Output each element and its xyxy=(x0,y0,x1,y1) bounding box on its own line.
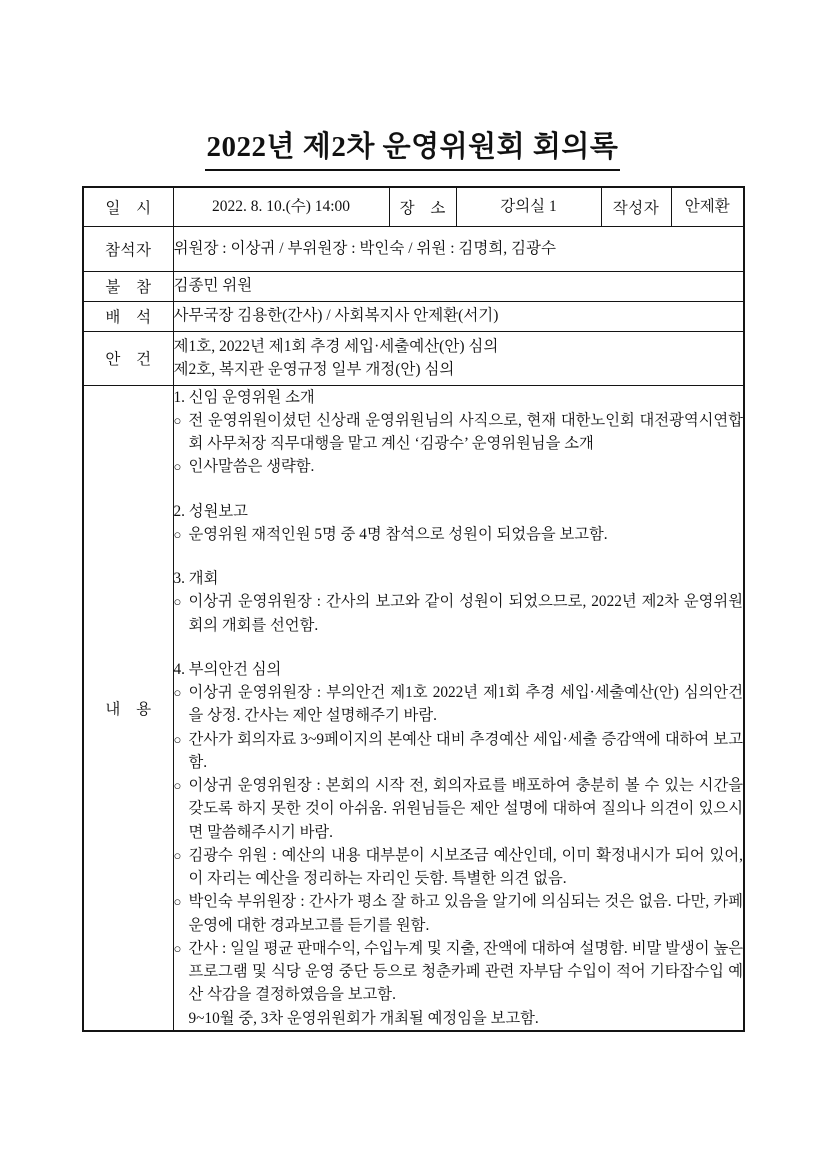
date-label: 일 시 xyxy=(83,187,173,226)
writer-label: 작성자 xyxy=(601,187,671,226)
table-row-observers xyxy=(83,301,744,331)
absent-label: 불 참 xyxy=(83,271,173,301)
table-row-agenda xyxy=(83,331,744,385)
section-spacer xyxy=(174,479,744,500)
table-row-content xyxy=(83,385,744,1031)
content-value xyxy=(173,385,744,1031)
page-title xyxy=(0,132,825,171)
section-spacer xyxy=(174,637,744,658)
date-value: 2022. 8. 10.(수) 14:00 xyxy=(173,187,389,226)
place-label: 장 소 xyxy=(389,187,456,226)
section-bullet: ○ 이상귀 운영위원장 : 간사의 보고와 같이 성원이 되었으므로, 2022년 제2차 운영위원회의 개회를 선언함. xyxy=(174,590,744,637)
section-spacer xyxy=(174,546,744,567)
table-row-attendees xyxy=(83,226,744,271)
content-label: 내 용 xyxy=(83,385,173,1031)
attendees-value: 위원장 : 이상귀 / 부위원장 : 박인숙 / 위원 : 김명희, 김광수 xyxy=(173,226,744,271)
section-bullet: ○ 김광수 위원 : 예산의 내용 대부분이 시보조금 예산인데, 이미 확정내시가 되어 있어, 이 자리는 예산을 정리하는 자리인 듯함. 특별한 의견 없음. xyxy=(174,844,744,891)
agenda-label: 안 건 xyxy=(83,331,173,385)
observers-label: 배 석 xyxy=(83,301,173,331)
place-value: 강의실 1 xyxy=(456,187,601,226)
section-bullet: ○ 인사말씀은 생략함. xyxy=(174,455,744,478)
section-heading: 4. 부의안건 심의 xyxy=(173,660,282,678)
section-heading: 3. 개회 xyxy=(173,570,219,587)
section-bullet: ○ 운영위원 재적인원 5명 중 4명 참석으로 성원이 되었음을 보고함. xyxy=(174,523,744,546)
agenda-value xyxy=(173,331,744,385)
table-row-datetime xyxy=(83,187,744,226)
agenda-item: 제1호, 2022년 제1회 추경 세입·세출예산(안) 심의 xyxy=(173,337,499,355)
observers-value: 사무국장 김용한(간사) / 사회복지사 안제환(서기) xyxy=(173,301,744,331)
section-bullet: ○ 박인숙 부위원장 : 간사가 평소 잘 하고 있음을 알기에 의심되는 것은 없음. 다만, 카페운영에 대한 경과보고를 듣기를 원함. xyxy=(174,890,744,937)
section-bullet: ○ 이상귀 운영위원장 : 부의안건 제1호 2022년 제1회 추경 세입·세출예산(안) 심의안건을 상정. 간사는 제안 설명해주기 바람. xyxy=(174,681,744,728)
absent-value: 김종민 위원 xyxy=(173,271,744,301)
attendees-label: 참석자 xyxy=(83,226,173,271)
section-bullet: ○ 전 운영위원이셨던 신상래 운영위원님의 사직으로, 현재 대한노인회 대전광역시연합회 사무처장 직무대행을 맡고 계신 ‘김광수’ 운영위원님을 소개 xyxy=(174,409,744,456)
agenda-item: 제2호, 복지관 운영규정 일부 개정(안) 심의 xyxy=(173,361,455,378)
section-bullet: ○ 이상귀 운영위원장 : 본회의 시작 전, 회의자료를 배포하여 충분히 볼 수 있는 시간을 갖도록 하지 못한 것이 아쉬움. 위원님들은 제안 설명에 대하여 질의나 의견이 있으시면 말씀해주시기 바람. xyxy=(174,774,744,844)
section-heading: 1. 신임 운영위원 소개 xyxy=(173,388,315,406)
writer-value: 안제환 xyxy=(671,187,744,226)
table-row-absent xyxy=(83,271,744,301)
content-body xyxy=(174,386,744,1030)
section-closing-note: 9~10월 중, 3차 운영위원회가 개최될 예정임을 보고함. xyxy=(188,1009,539,1027)
section-bullet: ○ 간사가 회의자료 3~9페이지의 본예산 대비 추경예산 세입·세출 증감액에 대하여 보고함. xyxy=(174,728,744,775)
section-bullet: ○ 간사 : 일일 평균 판매수익, 수입누계 및 지출, 잔액에 대하여 설명함. 비말 발생이 높은 프로그램 및 식당 운영 중단 등으로 청춘카페 관련 자부담 수입이 적어 기타잡수입 예산 삭감을 결정하였음을 보고함. xyxy=(174,937,744,1007)
page-title-text: 2022년 제2차 운영위원회 회의록 xyxy=(205,132,621,171)
section-heading: 2. 성원보고 xyxy=(173,502,248,520)
meeting-minutes-table xyxy=(82,186,745,1032)
